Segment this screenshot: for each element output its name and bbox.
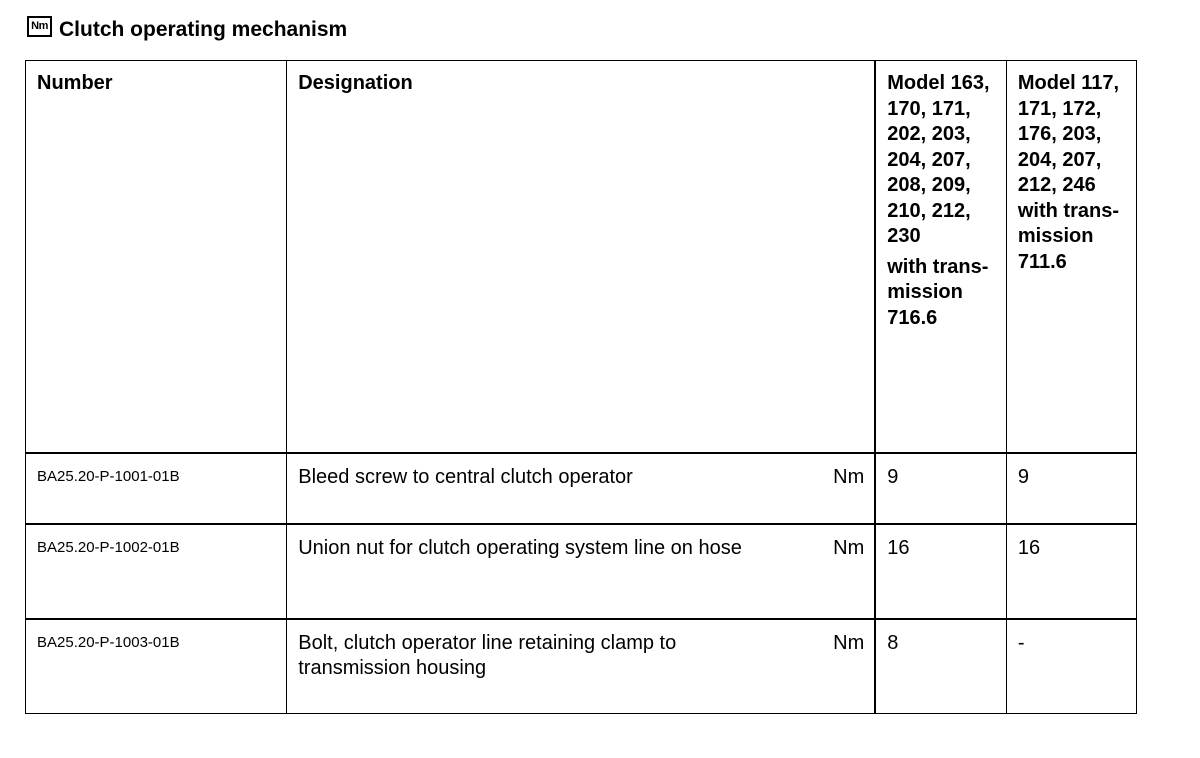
cell-designation	[287, 524, 876, 619]
header-model-b: Model 117, 171, 172, 176, 203, 204, 207, 212, 246 with trans-mission 711.6	[1006, 61, 1136, 454]
cell-designation	[287, 453, 876, 524]
cell-model-b: 9	[1006, 453, 1136, 524]
header-model-a	[875, 61, 1006, 454]
cell-number: BA25.20-P-1001-01B	[26, 453, 287, 524]
header-model-a-models: Model 163, 170, 171, 202, 203, 204, 207, 208, 209, 210, 212, 230	[887, 72, 990, 247]
cell-model-b: -	[1006, 619, 1136, 714]
table-row	[26, 453, 1137, 524]
unit-label: Nm	[833, 466, 865, 488]
section-heading	[27, 14, 348, 41]
section-title: Clutch operating mechanism	[59, 18, 348, 41]
table-row	[26, 524, 1137, 619]
cell-model-a: 9	[875, 453, 1006, 524]
designation-text: Union nut for clutch operating system line on hose	[298, 537, 742, 559]
cell-model-a: 8	[875, 619, 1006, 714]
unit-label: Nm	[833, 632, 865, 654]
cell-model-a: 16	[875, 524, 1006, 619]
table-row	[26, 619, 1137, 714]
header-number: Number	[26, 61, 287, 454]
unit-label: Nm	[833, 537, 865, 559]
header-model-a-transmission: with trans-mission 716.6	[887, 255, 989, 329]
torque-spec-table	[25, 60, 1137, 714]
designation-text: Bolt, clutch operator line retaining clamp to transmission housing	[298, 632, 677, 679]
cell-model-b: 16	[1006, 524, 1136, 619]
torque-nm-icon: Nm	[27, 16, 52, 37]
header-designation: Designation	[287, 61, 876, 454]
cell-number: BA25.20-P-1002-01B	[26, 524, 287, 619]
designation-text: Bleed screw to central clutch operator	[298, 466, 633, 488]
cell-number: BA25.20-P-1003-01B	[26, 619, 287, 714]
table-header-row	[26, 61, 1137, 454]
cell-designation	[287, 619, 876, 714]
